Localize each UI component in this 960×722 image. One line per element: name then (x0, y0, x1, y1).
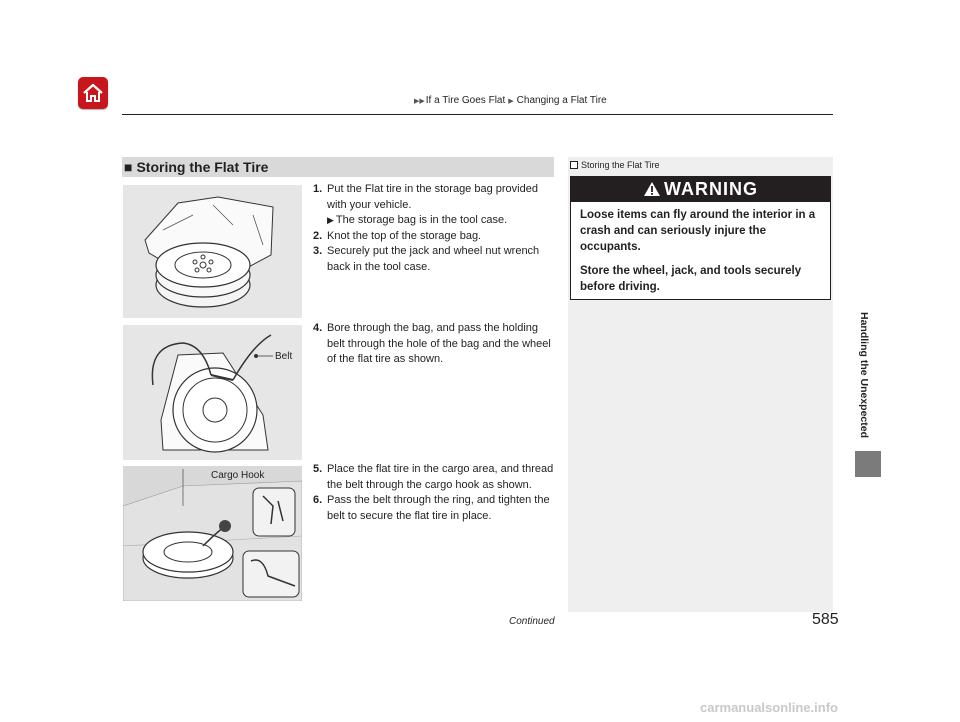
step-number: 1. (313, 183, 323, 195)
step-text: Securely put the jack and wheel nut wrench back in the tool case. (327, 245, 540, 273)
warning-header (571, 177, 830, 202)
step-text: Put the Flat tire in the storage bag provided with your vehicle. (327, 183, 538, 211)
belt-callout-label: Belt (275, 351, 293, 362)
breadcrumb-separator-icon: ▶ (508, 97, 514, 105)
breadcrumb (414, 95, 607, 106)
warning-triangle-icon (643, 181, 661, 197)
section-header (122, 157, 554, 177)
step-number: 4. (313, 322, 323, 334)
step-text: Place the flat tire in the cargo area, and thread the belt through the cargo hook as shown. (327, 463, 554, 491)
figure-tire-in-bag (123, 185, 302, 318)
continued-label: Continued (509, 616, 555, 627)
figure-belt-through-bag (123, 325, 302, 460)
steps-group-2 (313, 321, 555, 368)
breadcrumb-item[interactable]: If a Tire Goes Flat (425, 95, 506, 106)
step-note-text: The storage bag is in the tool case. (335, 214, 508, 226)
step-3 (313, 244, 555, 275)
step-number: 6. (313, 494, 323, 506)
step-4 (313, 321, 555, 368)
warning-line: Loose items can fly around the interior in a crash and can seriously injure the occupants. (580, 209, 816, 253)
note-box-icon (570, 161, 578, 169)
sidebar-note-title (570, 160, 660, 170)
step-text: Knot the top of the storage bag. (327, 229, 482, 242)
breadcrumb-arrow-icon: ▶▶ (414, 97, 425, 105)
step-number: 2. (313, 229, 323, 242)
sidebar-note-panel (568, 157, 833, 612)
warning-line: Store the wheel, jack, and tools securely before driving. (580, 265, 802, 293)
breadcrumb-item[interactable]: Changing a Flat Tire (516, 95, 607, 106)
figure-cargo-hook (123, 466, 302, 601)
watermark-text: carmanualsonline.info (700, 700, 838, 715)
header-divider (122, 114, 833, 115)
warning-box (570, 176, 831, 300)
section-marker: ■ (124, 159, 133, 175)
cargo-hook-callout-label: Cargo Hook (211, 470, 265, 481)
step-text: Bore through the bag, and pass the holding belt through the hole of the bag and the wheel of the flat tire as shown. (327, 322, 551, 365)
cargo-hook-illustration (123, 466, 302, 601)
step-text: Pass the belt through the ring, and tighten the belt to secure the flat tire in place. (327, 494, 550, 522)
chapter-tab-label: Handling the Unexpected (858, 311, 870, 439)
step-number: 5. (313, 463, 323, 475)
chapter-tab[interactable] (844, 300, 884, 450)
step-2 (313, 229, 555, 245)
steps-group-3 (313, 462, 555, 524)
warning-body (571, 202, 830, 308)
warning-heading: WARNING (664, 179, 758, 199)
page-number: 585 (812, 611, 839, 628)
step-6 (313, 493, 555, 524)
step-number: 3. (313, 245, 323, 257)
steps-group-1 (313, 182, 555, 275)
chapter-tab-marker (855, 451, 881, 477)
note-arrow-icon: ▶ (327, 215, 334, 225)
step-1 (313, 182, 555, 213)
belt-through-bag-illustration (123, 325, 302, 460)
sidebar-note-title-text: Storing the Flat Tire (581, 160, 660, 170)
tire-in-bag-illustration (123, 185, 302, 318)
home-button[interactable] (78, 77, 108, 109)
section-title: Storing the Flat Tire (136, 159, 269, 175)
step-note (313, 213, 555, 229)
home-icon (82, 82, 104, 104)
step-5 (313, 462, 555, 493)
